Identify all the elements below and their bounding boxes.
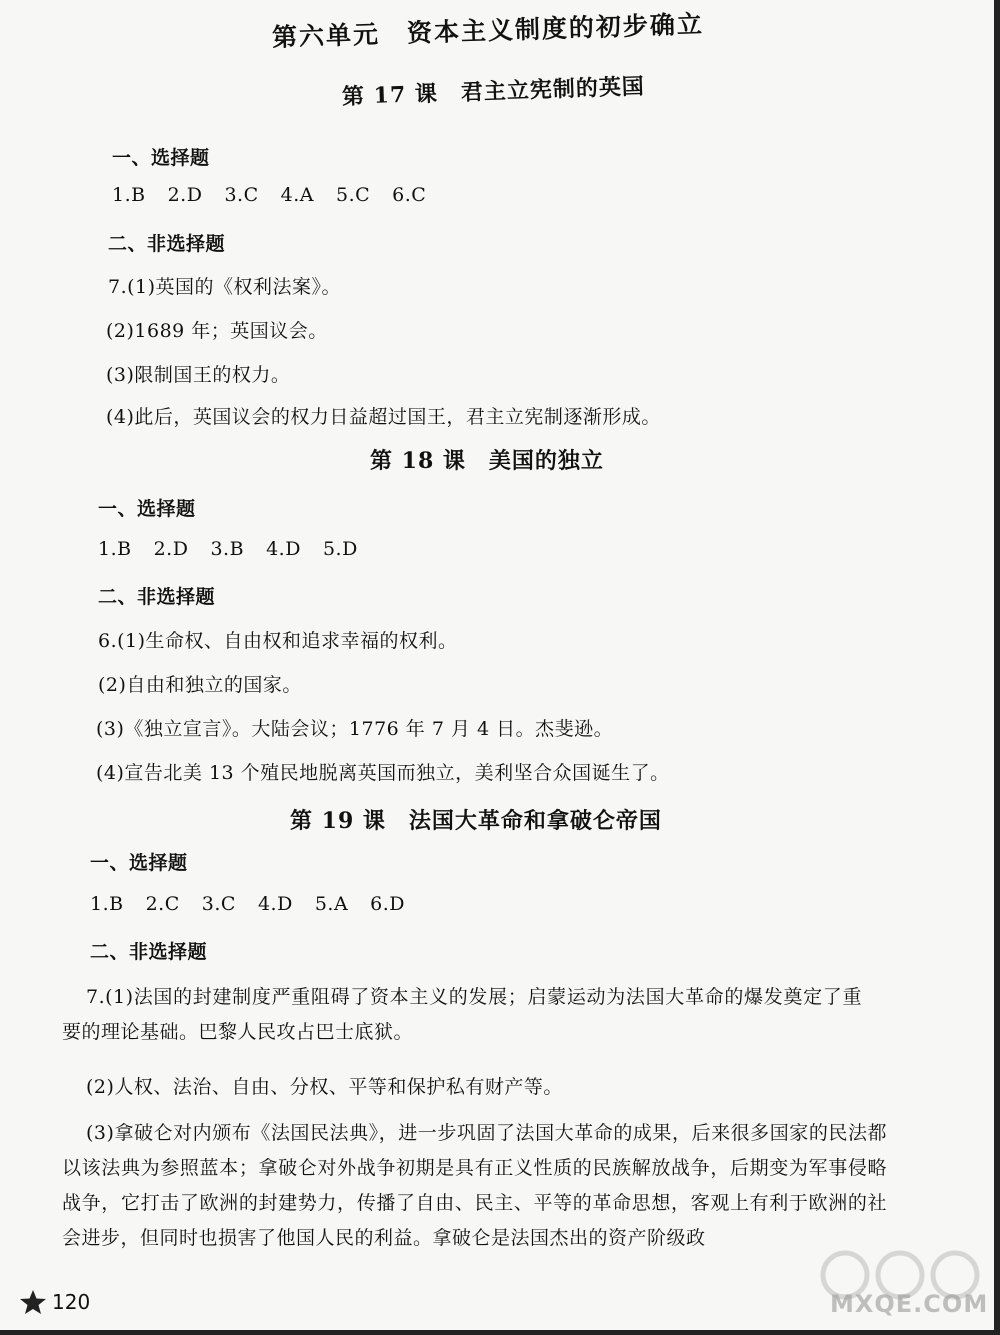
watermark-text: MXQE.COM bbox=[830, 1290, 989, 1318]
l17-q7-1: 7.(1)英国的《权利法案》。 bbox=[108, 276, 342, 298]
l17-choice-answers bbox=[112, 184, 448, 206]
lesson-18-title: 第 18 课 美国的独立 bbox=[370, 448, 604, 474]
l19-section-nonchoice: 二、非选择题 bbox=[90, 941, 208, 963]
answer-item: 2.D bbox=[167, 184, 203, 206]
answer-item: 6.D bbox=[370, 893, 406, 915]
answer-item: 2.C bbox=[145, 893, 180, 915]
answer-item: 1.B bbox=[112, 184, 146, 206]
l18-section-choice: 一、选择题 bbox=[98, 498, 196, 520]
answer-item: 4.A bbox=[280, 184, 314, 206]
answer-item: 3.C bbox=[224, 184, 259, 206]
lesson-19-title: 第 19 课 法国大革命和拿破仑帝国 bbox=[290, 808, 662, 834]
unit-title: 第六单元 资本主义制度的初步确立 bbox=[271, 9, 705, 52]
answer-item: 6.C bbox=[392, 184, 427, 206]
l18-choice-answers bbox=[98, 538, 380, 560]
page-footer bbox=[18, 1288, 90, 1316]
answer-item: 1.B bbox=[98, 538, 132, 560]
star-icon bbox=[18, 1289, 48, 1315]
l19-q7-2: (2)人权、法治、自由、分权、平等和保护私有财产等。 bbox=[86, 1076, 563, 1098]
answer-item: 2.D bbox=[153, 538, 189, 560]
answer-item: 5.C bbox=[336, 184, 371, 206]
l18-q6-1: 6.(1)生命权、自由权和追求幸福的权利。 bbox=[98, 630, 458, 652]
l18-q6-4: (4)宣告北美 13 个殖民地脱离英国而独立，美利坚合众国诞生了。 bbox=[96, 762, 670, 784]
l18-q6-2: (2)自由和独立的国家。 bbox=[98, 674, 302, 696]
answer-item: 4.D bbox=[257, 893, 293, 915]
l17-q7-2: (2)1689 年；英国议会。 bbox=[106, 320, 328, 342]
l17-q7-3: (3)限制国王的权力。 bbox=[106, 364, 291, 386]
answer-item: 3.B bbox=[210, 538, 245, 560]
answer-item: 5.A bbox=[314, 893, 349, 915]
l18-section-nonchoice: 二、非选择题 bbox=[98, 586, 216, 608]
l17-section-choice: 一、选择题 bbox=[112, 147, 210, 169]
l19-section-choice: 一、选择题 bbox=[90, 852, 188, 874]
answer-item: 4.D bbox=[266, 538, 301, 560]
lesson-17-title: 第 17 课 君主立宪制的英国 bbox=[341, 73, 646, 110]
answer-item: 5.D bbox=[322, 538, 358, 560]
page-number: 120 bbox=[52, 1290, 91, 1314]
l17-q7-4: (4)此后，英国议会的权力日益超过国王，君主立宪制逐渐形成。 bbox=[106, 406, 661, 428]
answer-item: 3.C bbox=[201, 893, 236, 915]
l19-choice-answers bbox=[90, 893, 427, 915]
l19-q7-3: (3)拿破仑对内颁布《法国民法典》，进一步巩固了法国大革命的成果，后来很多国家的民法都以该法典为参照蓝本；拿破仑对外战争初期是具有正义性质的民族解放战争，后期变为军事侵略战争，它打击了欧洲的封建势力，传播了自由、民主、平等的革命思想，客观上有利于欧洲的社会进步，但同时也损害了他国人民的利益。拿破仑是法国杰出的资产阶级政 bbox=[62, 1122, 887, 1249]
answer-item: 1.B bbox=[90, 893, 124, 915]
l19-q7-1: 7.(1)法国的封建制度严重阻碍了资本主义的发展；启蒙运动为法国大革命的爆发奠定了重要的理论基础。巴黎人民攻占巴士底狱。 bbox=[62, 986, 862, 1043]
l17-section-nonchoice: 二、非选择题 bbox=[108, 233, 226, 255]
l18-q6-3: (3)《独立宣言》。大陆会议；1776 年 7 月 4 日。杰斐逊。 bbox=[96, 718, 614, 740]
